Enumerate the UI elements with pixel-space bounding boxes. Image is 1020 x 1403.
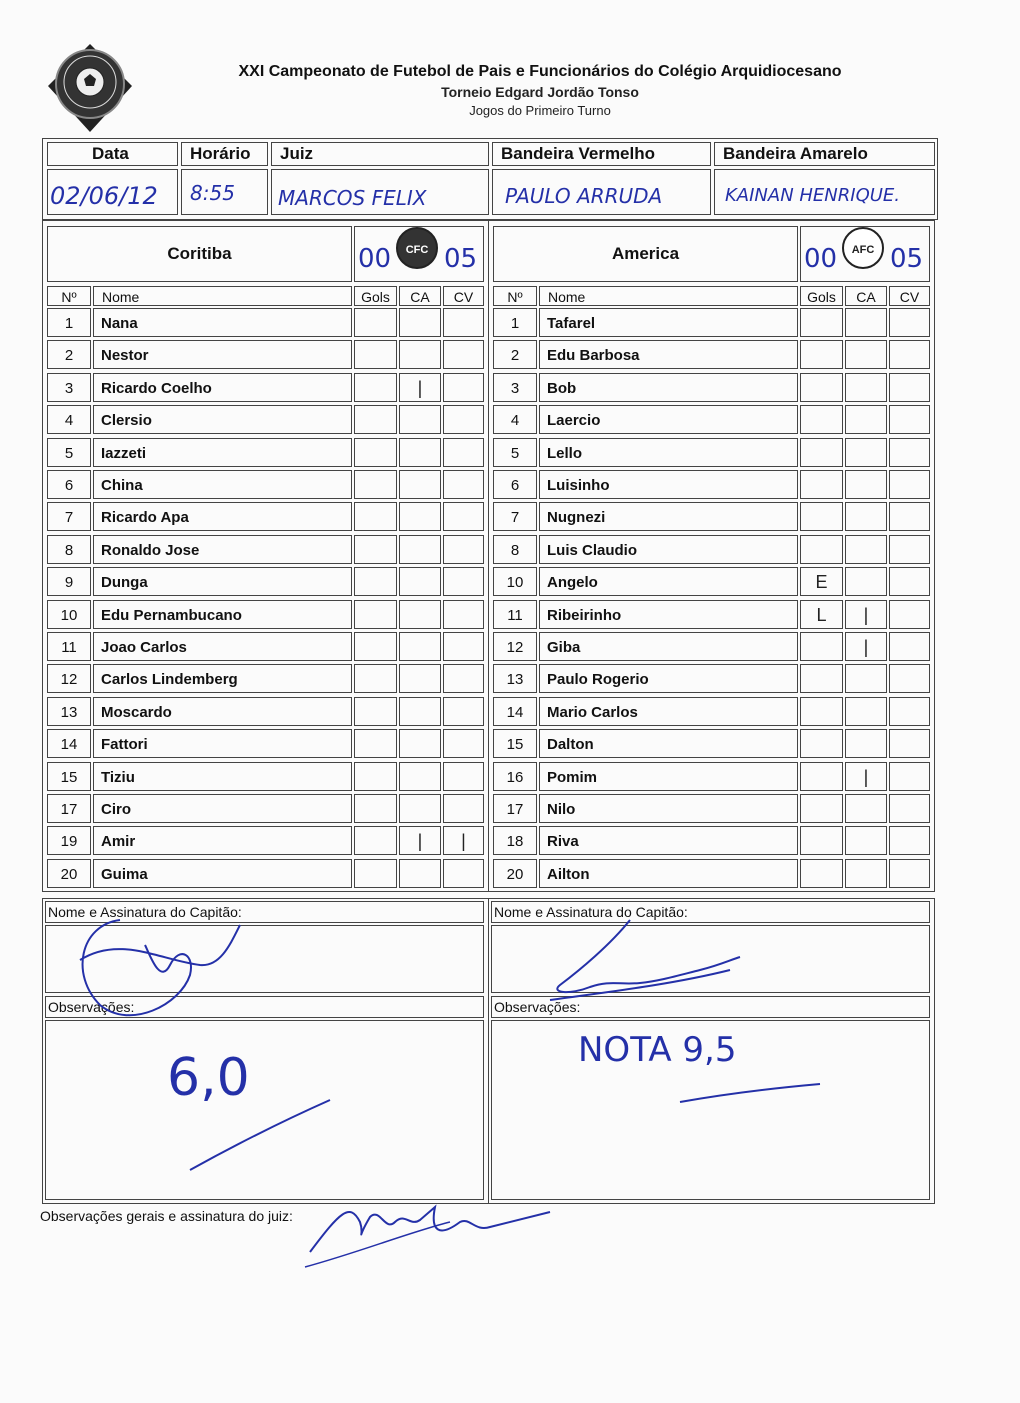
player-red-card[interactable] bbox=[889, 794, 930, 823]
player-number: 16 bbox=[493, 762, 537, 791]
player-name: Amir bbox=[93, 826, 352, 855]
player-goals[interactable] bbox=[354, 697, 397, 726]
player-number: 18 bbox=[493, 826, 537, 855]
player-goals[interactable] bbox=[800, 859, 843, 888]
player-goals[interactable] bbox=[800, 762, 843, 791]
player-red-card[interactable] bbox=[889, 664, 930, 693]
flag-red-label: Bandeira Vermelho bbox=[492, 142, 711, 166]
player-goals[interactable]: L bbox=[800, 600, 843, 629]
player-number: 1 bbox=[47, 308, 91, 337]
player-number: 12 bbox=[493, 632, 537, 661]
player-goals[interactable] bbox=[800, 794, 843, 823]
col-name-header: Nome bbox=[539, 286, 798, 306]
date-label: Data bbox=[47, 142, 178, 166]
player-red-card[interactable] bbox=[889, 697, 930, 726]
player-goals[interactable] bbox=[354, 794, 397, 823]
player-name: Tafarel bbox=[539, 308, 798, 337]
player-number: 3 bbox=[493, 373, 537, 402]
col-goals-header: Gols bbox=[354, 286, 397, 306]
referee-signature bbox=[300, 1192, 570, 1272]
player-name: Nilo bbox=[539, 794, 798, 823]
player-yellow-card[interactable] bbox=[845, 794, 887, 823]
player-red-card[interactable] bbox=[889, 729, 930, 758]
player-yellow-card[interactable] bbox=[399, 470, 441, 499]
tournament-subtitle: Torneio Edgard Jordão Tonso bbox=[441, 84, 639, 100]
player-number: 2 bbox=[47, 340, 91, 369]
player-red-card[interactable] bbox=[889, 762, 930, 791]
col-yellow-header: CA bbox=[399, 286, 441, 306]
player-number: 6 bbox=[47, 470, 91, 499]
observations-value: NOTA 9,5 bbox=[578, 1030, 737, 1070]
player-goals[interactable] bbox=[354, 373, 397, 402]
player-number: 11 bbox=[47, 632, 91, 661]
player-name: Ricardo Apa bbox=[93, 502, 352, 531]
player-name: Dunga bbox=[93, 567, 352, 596]
player-number: 20 bbox=[493, 859, 537, 888]
player-red-card[interactable] bbox=[443, 664, 484, 693]
player-name: Pomim bbox=[539, 762, 798, 791]
player-number: 6 bbox=[493, 470, 537, 499]
player-goals[interactable] bbox=[354, 535, 397, 564]
crest-label: AFC bbox=[851, 244, 875, 256]
player-yellow-card[interactable] bbox=[399, 794, 441, 823]
player-goals[interactable] bbox=[354, 308, 397, 337]
player-name: Clersio bbox=[93, 405, 352, 434]
score-right: 05 bbox=[890, 244, 924, 274]
player-goals[interactable] bbox=[354, 664, 397, 693]
referee-field[interactable]: MARCOS FELIX bbox=[271, 169, 489, 215]
player-goals[interactable] bbox=[800, 664, 843, 693]
player-goals[interactable] bbox=[354, 405, 397, 434]
player-red-card[interactable] bbox=[443, 438, 484, 467]
player-number: 12 bbox=[47, 664, 91, 693]
player-goals[interactable] bbox=[354, 567, 397, 596]
player-name: Mario Carlos bbox=[539, 697, 798, 726]
observations-label: Observações: bbox=[491, 996, 930, 1018]
player-red-card[interactable] bbox=[889, 567, 930, 596]
player-red-card[interactable] bbox=[889, 470, 930, 499]
player-red-card[interactable] bbox=[443, 762, 484, 791]
player-name: Nana bbox=[93, 308, 352, 337]
player-yellow-card[interactable] bbox=[845, 729, 887, 758]
player-yellow-card[interactable] bbox=[845, 567, 887, 596]
player-number: 11 bbox=[493, 600, 537, 629]
referee-label: Juiz bbox=[271, 142, 489, 166]
player-red-card[interactable]: | bbox=[443, 826, 484, 855]
player-goals[interactable] bbox=[800, 308, 843, 337]
col-yellow-header: CA bbox=[845, 286, 887, 306]
player-yellow-card[interactable] bbox=[845, 405, 887, 434]
player-red-card[interactable] bbox=[889, 600, 930, 629]
col-name-header: Nome bbox=[93, 286, 352, 306]
player-number: 14 bbox=[493, 697, 537, 726]
player-yellow-card[interactable] bbox=[399, 697, 441, 726]
player-name: Angelo bbox=[539, 567, 798, 596]
team-name: America bbox=[493, 226, 798, 282]
player-red-card[interactable] bbox=[889, 632, 930, 661]
player-red-card[interactable] bbox=[443, 502, 484, 531]
player-red-card[interactable] bbox=[889, 373, 930, 402]
document-title: XXI Campeonato de Futebol de Pais e Funcionários do Colégio Arquidiocesano bbox=[238, 63, 842, 80]
player-name: Ricardo Coelho bbox=[93, 373, 352, 402]
player-red-card[interactable] bbox=[443, 632, 484, 661]
player-goals[interactable] bbox=[354, 438, 397, 467]
player-name: Iazzeti bbox=[93, 438, 352, 467]
player-number: 13 bbox=[493, 664, 537, 693]
player-red-card[interactable] bbox=[443, 373, 484, 402]
player-goals[interactable] bbox=[800, 535, 843, 564]
tournament-logo bbox=[44, 42, 136, 134]
team-crest-icon bbox=[395, 226, 439, 270]
referee-notes-label: Observações gerais e assinatura do juiz: bbox=[40, 1208, 293, 1224]
player-yellow-card[interactable]: | bbox=[399, 826, 441, 855]
player-number: 20 bbox=[47, 859, 91, 888]
col-num-header: Nº bbox=[493, 286, 537, 306]
player-number: 17 bbox=[47, 794, 91, 823]
captain-label: Nome e Assinatura do Capitão: bbox=[491, 901, 930, 923]
time-label: Horário bbox=[181, 142, 268, 166]
player-red-card[interactable] bbox=[443, 535, 484, 564]
player-red-card[interactable] bbox=[889, 405, 930, 434]
player-yellow-card[interactable] bbox=[399, 600, 441, 629]
player-number: 8 bbox=[493, 535, 537, 564]
score-left: 00 bbox=[804, 244, 838, 274]
player-number: 2 bbox=[493, 340, 537, 369]
player-yellow-card[interactable] bbox=[399, 632, 441, 661]
player-goals[interactable] bbox=[800, 470, 843, 499]
player-name: Riva bbox=[539, 826, 798, 855]
player-goals[interactable] bbox=[800, 826, 843, 855]
crest-label: CFC bbox=[405, 244, 429, 256]
player-yellow-card[interactable] bbox=[399, 567, 441, 596]
observations-label: Observações: bbox=[45, 996, 484, 1018]
player-yellow-card[interactable] bbox=[845, 859, 887, 888]
player-red-card[interactable] bbox=[889, 826, 930, 855]
player-number: 15 bbox=[47, 762, 91, 791]
player-goals[interactable] bbox=[354, 470, 397, 499]
player-name: Guima bbox=[93, 859, 352, 888]
player-red-card[interactable] bbox=[889, 535, 930, 564]
player-yellow-card[interactable] bbox=[399, 762, 441, 791]
round-label: Jogos do Primeiro Turno bbox=[469, 103, 611, 118]
player-name: Ailton bbox=[539, 859, 798, 888]
player-name: Ronaldo Jose bbox=[93, 535, 352, 564]
team-name: Coritiba bbox=[47, 226, 352, 282]
time-field[interactable]: 8:55 bbox=[181, 169, 268, 215]
player-red-card[interactable] bbox=[889, 308, 930, 337]
player-red-card[interactable] bbox=[889, 859, 930, 888]
player-number: 5 bbox=[47, 438, 91, 467]
player-red-card[interactable] bbox=[443, 794, 484, 823]
player-number: 4 bbox=[47, 405, 91, 434]
player-number: 4 bbox=[493, 405, 537, 434]
player-red-card[interactable] bbox=[443, 340, 484, 369]
player-goals[interactable] bbox=[800, 373, 843, 402]
player-number: 1 bbox=[493, 308, 537, 337]
player-yellow-card[interactable] bbox=[845, 340, 887, 369]
player-yellow-card[interactable] bbox=[399, 664, 441, 693]
player-red-card[interactable] bbox=[443, 405, 484, 434]
player-yellow-card[interactable] bbox=[399, 308, 441, 337]
player-goals[interactable] bbox=[354, 340, 397, 369]
player-goals[interactable] bbox=[354, 859, 397, 888]
player-goals[interactable] bbox=[800, 438, 843, 467]
player-number: 7 bbox=[493, 502, 537, 531]
player-number: 8 bbox=[47, 535, 91, 564]
player-yellow-card[interactable] bbox=[399, 502, 441, 531]
obs-underline-left bbox=[185, 1090, 335, 1180]
player-yellow-card[interactable] bbox=[399, 729, 441, 758]
player-red-card[interactable] bbox=[443, 567, 484, 596]
player-name: Fattori bbox=[93, 729, 352, 758]
player-goals[interactable] bbox=[800, 729, 843, 758]
player-yellow-card[interactable] bbox=[845, 502, 887, 531]
player-yellow-card[interactable]: | bbox=[845, 600, 887, 629]
player-goals[interactable] bbox=[354, 632, 397, 661]
player-name: Dalton bbox=[539, 729, 798, 758]
flag-yellow-label: Bandeira Amarelo bbox=[714, 142, 935, 166]
player-number: 14 bbox=[47, 729, 91, 758]
player-number: 10 bbox=[493, 567, 537, 596]
player-goals[interactable]: E bbox=[800, 567, 843, 596]
player-yellow-card[interactable] bbox=[399, 438, 441, 467]
player-goals[interactable] bbox=[800, 502, 843, 531]
player-yellow-card[interactable] bbox=[845, 664, 887, 693]
player-yellow-card[interactable] bbox=[399, 340, 441, 369]
player-name: Ribeirinho bbox=[539, 600, 798, 629]
player-goals[interactable] bbox=[800, 632, 843, 661]
player-yellow-card[interactable] bbox=[399, 859, 441, 888]
player-yellow-card[interactable] bbox=[845, 697, 887, 726]
player-yellow-card[interactable] bbox=[845, 826, 887, 855]
player-goals[interactable] bbox=[354, 600, 397, 629]
player-red-card[interactable] bbox=[889, 502, 930, 531]
player-number: 10 bbox=[47, 600, 91, 629]
player-red-card[interactable] bbox=[443, 729, 484, 758]
player-name: China bbox=[93, 470, 352, 499]
player-yellow-card[interactable]: | bbox=[845, 632, 887, 661]
captain-signature-left bbox=[60, 905, 270, 1045]
player-name: Nugnezi bbox=[539, 502, 798, 531]
player-red-card[interactable] bbox=[443, 470, 484, 499]
player-yellow-card[interactable] bbox=[845, 535, 887, 564]
player-yellow-card[interactable]: | bbox=[845, 762, 887, 791]
player-yellow-card[interactable] bbox=[399, 405, 441, 434]
player-number: 15 bbox=[493, 729, 537, 758]
player-goals[interactable] bbox=[354, 762, 397, 791]
player-number: 7 bbox=[47, 502, 91, 531]
player-yellow-card[interactable] bbox=[845, 373, 887, 402]
player-number: 3 bbox=[47, 373, 91, 402]
player-number: 13 bbox=[47, 697, 91, 726]
player-number: 19 bbox=[47, 826, 91, 855]
player-yellow-card[interactable]: | bbox=[399, 373, 441, 402]
player-name: Luisinho bbox=[539, 470, 798, 499]
player-yellow-card[interactable] bbox=[845, 470, 887, 499]
player-name: Lello bbox=[539, 438, 798, 467]
player-goals[interactable] bbox=[354, 729, 397, 758]
player-goals[interactable] bbox=[354, 826, 397, 855]
player-name: Luis Claudio bbox=[539, 535, 798, 564]
player-number: 9 bbox=[47, 567, 91, 596]
team-crest-icon bbox=[841, 226, 885, 270]
player-goals[interactable] bbox=[800, 405, 843, 434]
player-red-card[interactable] bbox=[443, 308, 484, 337]
col-red-header: CV bbox=[889, 286, 930, 306]
player-red-card[interactable] bbox=[889, 438, 930, 467]
flag-red-field[interactable]: PAULO ARRUDA bbox=[492, 169, 711, 215]
player-red-card[interactable] bbox=[443, 600, 484, 629]
player-yellow-card[interactable] bbox=[845, 438, 887, 467]
player-goals[interactable] bbox=[800, 697, 843, 726]
col-red-header: CV bbox=[443, 286, 484, 306]
player-number: 5 bbox=[493, 438, 537, 467]
col-num-header: Nº bbox=[47, 286, 91, 306]
player-name: Edu Barbosa bbox=[539, 340, 798, 369]
obs-underline-right bbox=[675, 1080, 825, 1110]
player-goals[interactable] bbox=[354, 502, 397, 531]
player-name: Giba bbox=[539, 632, 798, 661]
player-red-card[interactable] bbox=[889, 340, 930, 369]
player-name: Bob bbox=[539, 373, 798, 402]
score-right: 05 bbox=[444, 244, 478, 274]
player-name: Tiziu bbox=[93, 762, 352, 791]
player-name: Moscardo bbox=[93, 697, 352, 726]
player-name: Ciro bbox=[93, 794, 352, 823]
observations-value: 6,0 bbox=[167, 1048, 250, 1108]
player-name: Carlos Lindemberg bbox=[93, 664, 352, 693]
player-red-card[interactable] bbox=[443, 697, 484, 726]
captain-signature-right bbox=[530, 915, 750, 1005]
score-left: 00 bbox=[358, 244, 392, 274]
player-name: Laercio bbox=[539, 405, 798, 434]
player-name: Paulo Rogerio bbox=[539, 664, 798, 693]
captain-label: Nome e Assinatura do Capitão: bbox=[45, 901, 484, 923]
player-yellow-card[interactable] bbox=[845, 308, 887, 337]
player-name: Edu Pernambucano bbox=[93, 600, 352, 629]
player-goals[interactable] bbox=[800, 340, 843, 369]
player-number: 17 bbox=[493, 794, 537, 823]
player-yellow-card[interactable] bbox=[399, 535, 441, 564]
date-field[interactable]: 02/06/12 bbox=[47, 169, 178, 215]
player-name: Joao Carlos bbox=[93, 632, 352, 661]
col-goals-header: Gols bbox=[800, 286, 843, 306]
player-name: Nestor bbox=[93, 340, 352, 369]
flag-yellow-field[interactable]: KAINAN HENRIQUE. bbox=[714, 169, 935, 215]
player-red-card[interactable] bbox=[443, 859, 484, 888]
